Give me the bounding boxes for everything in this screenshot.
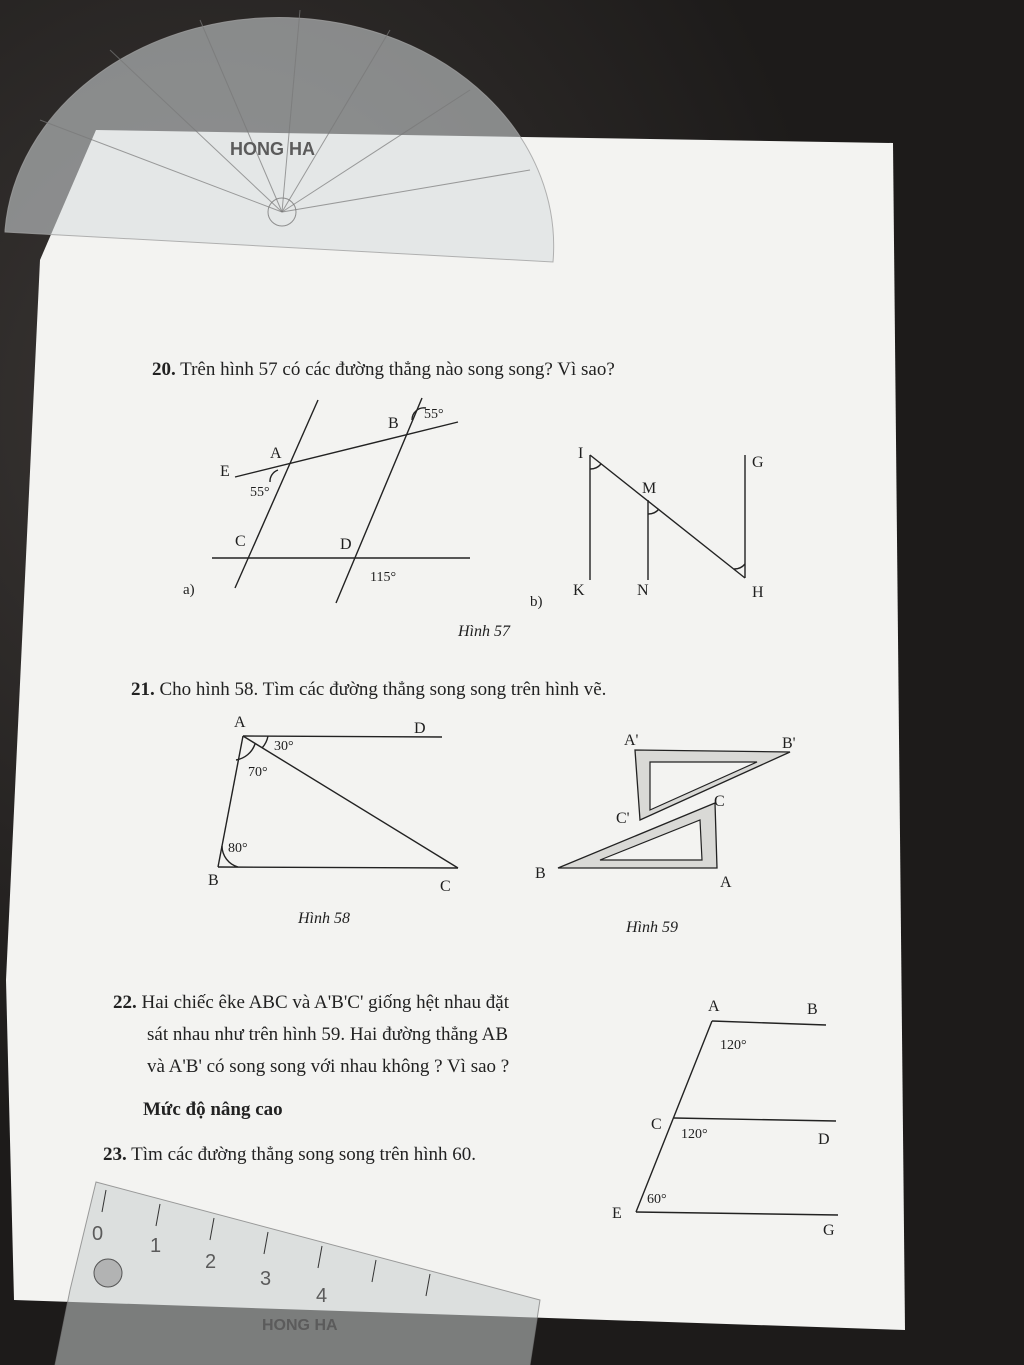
figure-58-caption: Hình 58	[298, 910, 350, 927]
question-22-line-3: và A'B' có song song với nhau không ? Vì sao ?	[147, 1056, 510, 1077]
ruler-number-2: 2	[205, 1251, 217, 1273]
point-b59-label: B	[535, 865, 546, 882]
level-heading: Mức độ nâng cao	[143, 1099, 283, 1120]
angle-c-120-label: 120°	[681, 1127, 708, 1142]
point-d58-label: D	[414, 720, 426, 737]
question-22-line-1: Hai chiếc êke ABC và A'B'C' giống hệt nhau đặt	[141, 992, 510, 1013]
point-a-label: A	[270, 445, 282, 462]
angle-d-label: 115°	[370, 570, 397, 585]
point-b-label: B	[388, 415, 399, 432]
question-20-text: Trên hình 57 có các đường thẳng nào song song? Vì sao?	[180, 359, 615, 380]
point-c59-label: C	[714, 793, 725, 810]
angle-70-label: 70°	[248, 765, 268, 780]
angle-a-120-label: 120°	[720, 1038, 747, 1053]
figure-59-caption: Hình 59	[626, 919, 678, 936]
protractor-brand: HONG HA	[230, 139, 315, 159]
angle-80-label: 80°	[228, 841, 248, 856]
point-i-label: I	[578, 445, 584, 462]
angle-b-label: 55°	[424, 407, 444, 422]
point-b60-label: B	[807, 1001, 818, 1018]
point-d60-label: D	[818, 1131, 830, 1148]
point-a58-label: A	[234, 714, 246, 731]
point-n-label: N	[637, 582, 649, 599]
point-a-prime-label: A'	[624, 732, 639, 749]
question-23-text: Tìm các đường thẳng song song trên hình 60.	[131, 1144, 477, 1165]
point-e-label: E	[220, 463, 230, 480]
ruler-number-0: 0	[92, 1223, 104, 1245]
angle-30-label: 30°	[274, 739, 294, 754]
point-d-label: D	[340, 536, 352, 553]
question-23-number: 23.	[103, 1144, 127, 1165]
figure-57b-sublabel: b)	[530, 594, 543, 610]
point-g-label: G	[752, 454, 764, 471]
point-a59-label: A	[720, 874, 732, 891]
point-e60-label: E	[612, 1205, 622, 1222]
question-21-text: Cho hình 58. Tìm các đường thẳng song song trên hình vẽ.	[159, 679, 607, 700]
ruler-number-3: 3	[260, 1268, 272, 1290]
point-b-prime-label: B'	[782, 735, 796, 752]
point-h-label: H	[752, 584, 764, 601]
question-20-number: 20.	[152, 359, 176, 380]
question-22-line-2: sát nhau như trên hình 59. Hai đường thẳng AB	[147, 1024, 508, 1045]
ruler-brand: HONG HA	[262, 1317, 338, 1334]
ruler-number-1: 1	[150, 1235, 162, 1257]
point-b58-label: B	[208, 872, 219, 889]
point-a60-label: A	[708, 998, 720, 1015]
point-g60-label: G	[823, 1222, 835, 1239]
point-m-label: M	[642, 480, 657, 497]
angle-e-60-label: 60°	[647, 1192, 667, 1207]
figure-57-caption: Hình 57	[458, 623, 510, 640]
angle-a-label: 55°	[250, 485, 270, 500]
figure-57a-sublabel: a)	[183, 582, 195, 598]
point-c60-label: C	[651, 1116, 662, 1133]
point-c-label: C	[235, 533, 246, 550]
ruler-number-4: 4	[316, 1285, 328, 1307]
point-c-prime-label: C'	[616, 810, 630, 827]
point-k-label: K	[573, 582, 585, 599]
question-22-number: 22.	[113, 992, 137, 1013]
point-c58-label: C	[440, 878, 451, 895]
question-21-number: 21.	[131, 679, 155, 700]
